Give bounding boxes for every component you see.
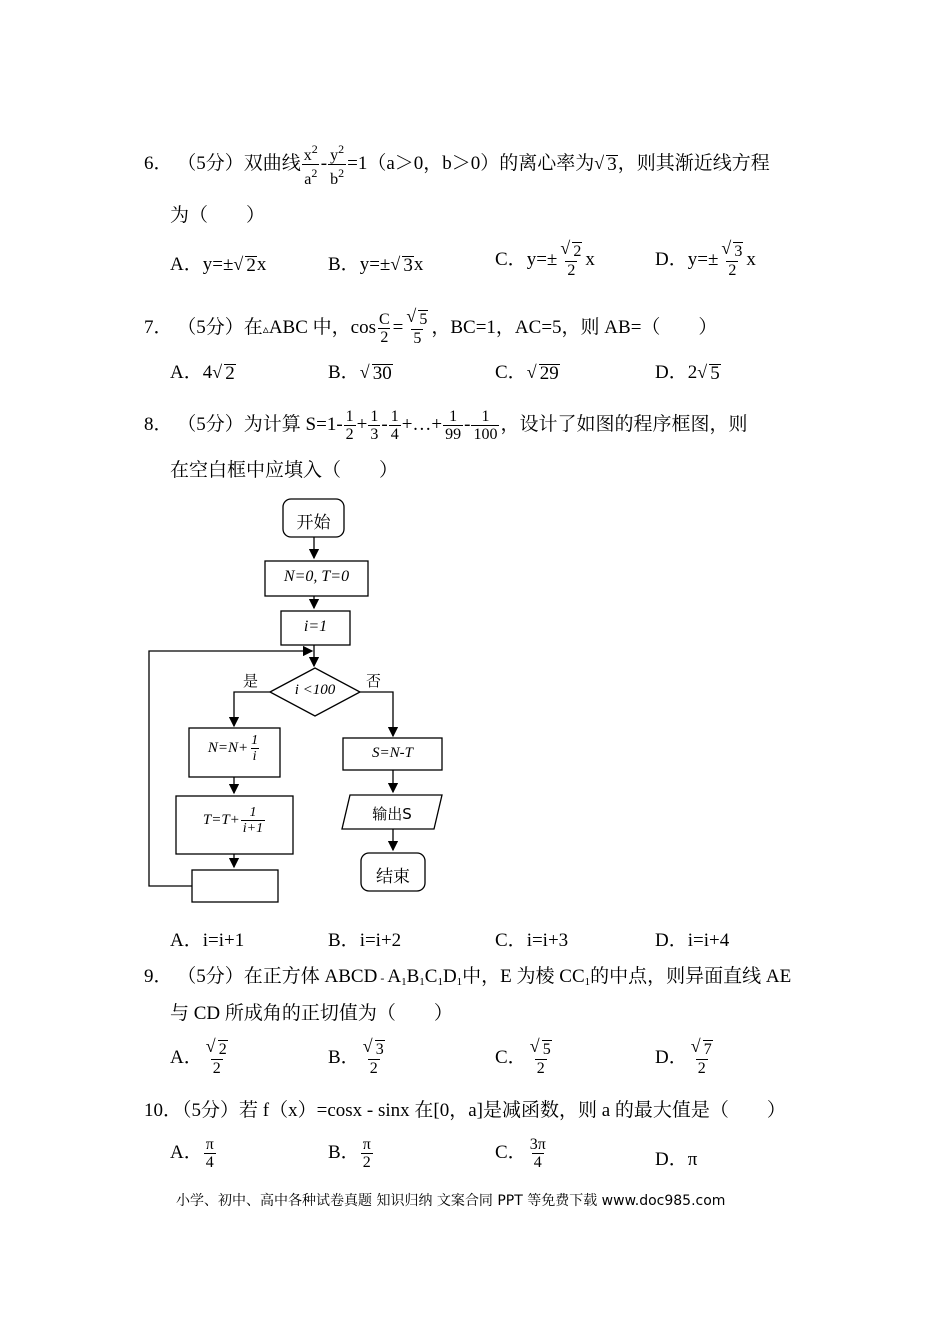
- q8-option-b[interactable]: B．i=i+2: [328, 930, 402, 951]
- q7-eq: =: [392, 316, 404, 338]
- q9-option-c[interactable]: C． √ $\frac{5}{2}$: [495, 1040, 555, 1077]
- q10-score: （5分）: [182, 1100, 240, 1121]
- q9-line1: 9． （5分）在正方体 ABCD - $A_1B_1C_1D_1$中，E 为棱 $CC_1$的中点，则异面直线 AE: [144, 966, 792, 988]
- q9-option-d[interactable]: D． √ $\frac{7}{2}$: [655, 1040, 716, 1077]
- q10-number: 10．: [144, 1100, 183, 1121]
- q6-option-b[interactable]: B．y=±√ 3x: [328, 253, 423, 278]
- q8-number: 8．: [144, 413, 173, 435]
- q8-term-1: $\frac{1}{2}$: [345, 408, 354, 443]
- q7-frac-r: √ $\frac{5}{5}$: [404, 310, 430, 347]
- q9-option-b[interactable]: B． √ $\frac{3}{2}$: [328, 1040, 388, 1077]
- q6-text-a: 双曲线: [243, 152, 301, 174]
- q8-term-2: $\frac{1}{3}$: [370, 408, 379, 443]
- q7-number: 7．: [144, 316, 173, 338]
- q7-text-b: ABC 中，cos: [268, 316, 376, 338]
- flow-i-init-label: i=1: [303, 618, 328, 635]
- q10-text: 若 f（x）=cosx - sinx 在[0，a]是减函数，则 a 的最大值是（ ）: [239, 1100, 786, 1121]
- q9-score: （5分）: [177, 966, 244, 987]
- q6-option-d[interactable]: D．y=± √ $\frac{3}{2}$ x: [655, 242, 756, 279]
- q8-text-b: ，设计了如图的程序框图，则: [500, 413, 748, 435]
- q10-line1: [144, 1099, 786, 1123]
- flow-no-label: 否: [366, 672, 382, 690]
- q8-option-c[interactable]: C．i=i+3: [495, 930, 569, 951]
- q8-term-4: $\frac{1}{99}$: [445, 408, 462, 443]
- q7-option-d[interactable]: D．2√ 5: [655, 361, 721, 386]
- q6-line2: 为（ ）: [170, 205, 266, 226]
- flow-cond-label: i <100: [294, 682, 336, 698]
- q6-frac-x: $\frac{x^2}{a^2}$: [303, 142, 318, 188]
- flow-n-update-label: N=N+ $\frac{1}{i}$: [207, 733, 259, 764]
- flow-start-label: 开始: [296, 513, 331, 533]
- q7-option-a[interactable]: A．4√ 2: [170, 361, 236, 386]
- flow-output-label: 输出S: [372, 805, 412, 823]
- q10-option-a[interactable]: A． $\frac{\pi}{4}$: [170, 1136, 214, 1171]
- flow-blank-box: [192, 870, 278, 902]
- q8-option-d[interactable]: D．i=i+4: [655, 930, 730, 951]
- q6-minus: -: [320, 152, 328, 174]
- q8-term-3: $\frac{1}{4}$: [390, 408, 399, 443]
- flow-end-label: 结束: [376, 867, 410, 887]
- q7-option-b[interactable]: B．√ 30: [328, 361, 393, 386]
- q6-text-c: ，则其渐近线方程: [617, 152, 770, 174]
- q8-option-a[interactable]: A．i=i+1: [170, 930, 245, 951]
- flow-s-calc-label: S=N-T: [372, 745, 413, 761]
- q6-option-c[interactable]: C．y=± √ $\frac{2}{2}$ x: [495, 242, 595, 279]
- q8-text-a: 为计算 S=1: [243, 413, 337, 435]
- q8-term-5: $\frac{1}{100}$: [473, 408, 498, 443]
- q6-text-b: =1（a＞0，b＞0）的离心率为: [347, 152, 595, 174]
- q6-score: （5分）: [177, 152, 244, 174]
- q8-line1: 8． （5分）为计算 S=1- $\frac{1}{2}$ + $\frac{1}{3}$ - $\frac{1}{4}$ +…+ $\frac{1}{99}$ - $\frac{1}{100}$ ，设计了如图的程序框图，则: [144, 408, 748, 443]
- q7-score: （5分）: [177, 316, 244, 338]
- flow-t-update-label: T=T+ $\frac{1}{i+1}$: [202, 805, 264, 836]
- q9-line2: 与 CD 所成角的正切值为（ ）: [170, 1003, 453, 1024]
- q10-option-c[interactable]: C． $\frac{3\pi}{4}$: [495, 1136, 546, 1171]
- q10-option-d[interactable]: D．π: [655, 1149, 698, 1170]
- q6-option-a[interactable]: A．y=±√ 2x: [170, 253, 266, 278]
- q8-score: （5分）: [177, 413, 244, 435]
- q6-number: 6．: [144, 152, 173, 174]
- q6-frac-y: $\frac{y^2}{b^2}$: [330, 142, 345, 188]
- q7-text-a: 在: [243, 316, 263, 338]
- q7-text-c: ，BC=1，AC=5，则 AB=（ ）: [431, 316, 718, 338]
- flow-yes-label: 是: [243, 672, 259, 690]
- triangle-icon: ▵: [262, 321, 269, 336]
- q9-option-a[interactable]: A． √ $\frac{2}{2}$: [170, 1040, 231, 1077]
- flow-init-label: N=0, T=0: [283, 568, 350, 585]
- q8-line2: 在空白框中应填入（ ）: [170, 460, 399, 481]
- q7-frac-c: $\frac{C}{2}$: [378, 311, 390, 346]
- q9-number: 9．: [144, 966, 173, 987]
- q7-option-c[interactable]: C．√ 29: [495, 361, 560, 386]
- q10-option-b[interactable]: B． $\frac{\pi}{2}$: [328, 1136, 371, 1171]
- page-footer[interactable]: 小学、初中、高中各种试卷真题 知识归纳 文案合同 PPT 等免费下载 www.doc985.com: [176, 1193, 726, 1209]
- q6-sqrt: √ 3: [594, 153, 618, 177]
